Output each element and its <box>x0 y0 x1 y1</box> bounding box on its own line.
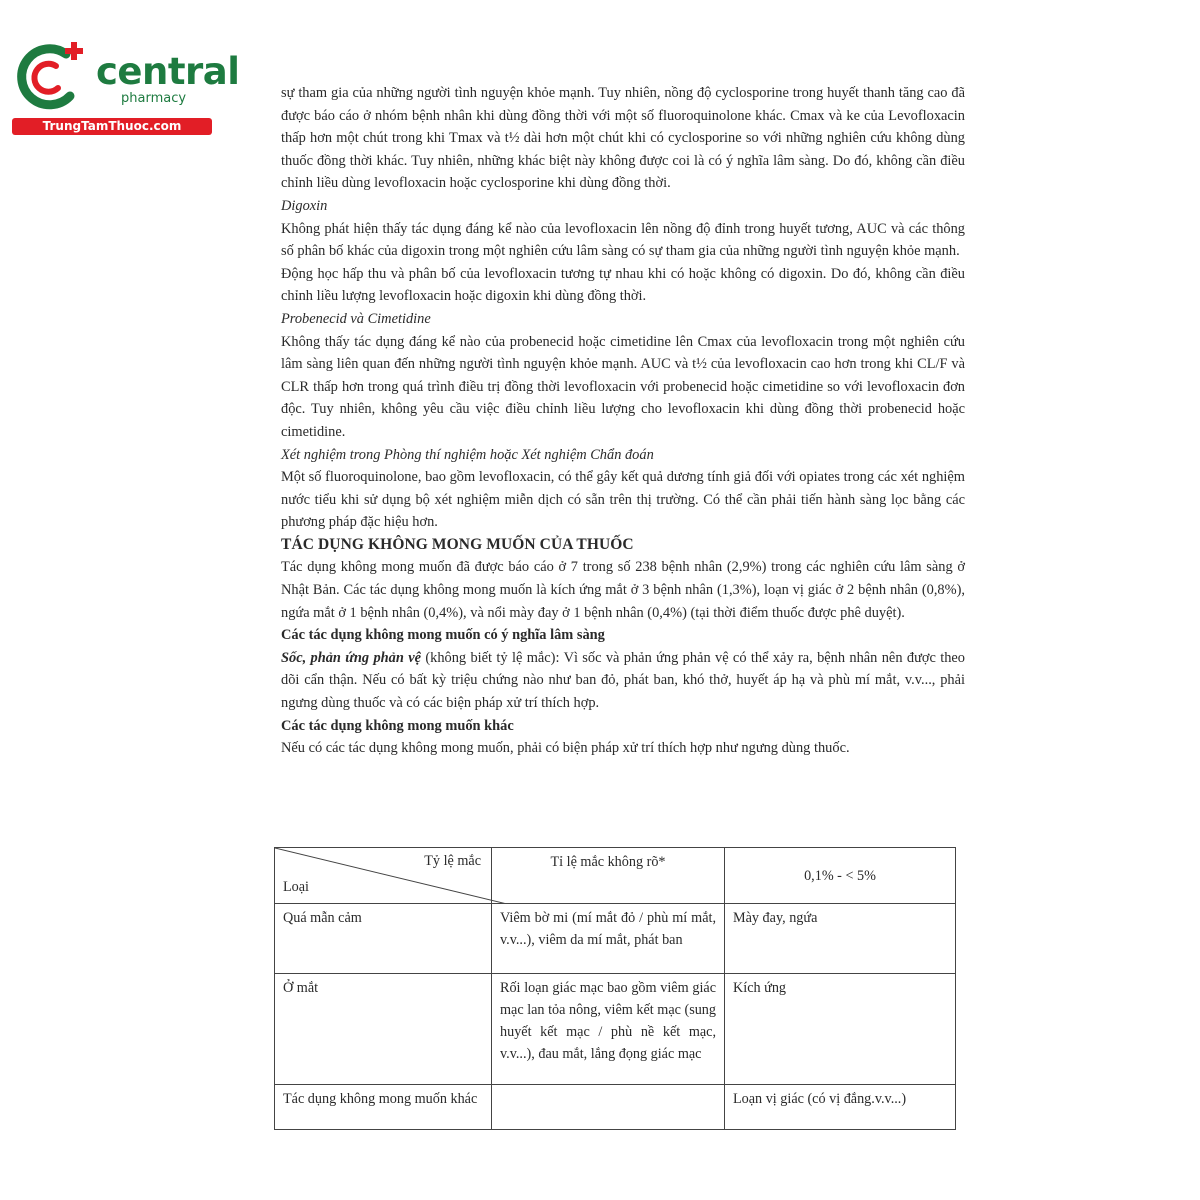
row-unknown: Viêm bờ mi (mí mắt đỏ / phù mí mắt, v.v...), viêm da mí mắt, phát ban <box>492 904 725 974</box>
table-row <box>275 1085 956 1130</box>
heading-clinical-effects: Các tác dụng không mong muốn có ý nghĩa lâm sàng <box>281 627 605 644</box>
row-type: Ở mắt <box>275 974 492 1085</box>
table-row <box>275 974 956 1085</box>
brand-logo <box>8 38 240 138</box>
paragraph-digoxin-1: Không phát hiện thấy tác dụng đáng kể nào của levofloxacin lên nồng độ đỉnh trong huyết tương, AUC và các thông số phân bố khác của digoxin trong một nghiên cứu lâm sàng có sự tham gia của những người tình nguyện khỏe mạnh. <box>281 220 965 260</box>
row-range: Mày đay, ngứa <box>725 904 956 974</box>
logo-site-banner: TrungTamThuoc.com <box>12 118 212 135</box>
shock-label: Sốc, phản ứng phản vệ <box>281 649 421 666</box>
corner-label-rate: Tỷ lệ mắc <box>424 853 481 869</box>
heading-adverse-effects: TÁC DỤNG KHÔNG MONG MUỐN CỦA THUỐC <box>281 535 634 553</box>
table-corner-cell <box>275 848 492 904</box>
logo-brand-text: central <box>96 50 240 93</box>
row-type: Tác dụng không mong muốn khác <box>275 1085 492 1130</box>
row-range: Loạn vị giác (có vị đắng.v.v...) <box>725 1085 956 1130</box>
row-unknown <box>492 1085 725 1130</box>
paragraph-shock <box>281 647 965 715</box>
paragraph-other-effects: Nếu có các tác dụng không mong muốn, phải có biện pháp xử trí thích hợp như ngưng dùng thuốc. <box>281 740 850 757</box>
header-unknown-rate: Tỉ lệ mắc không rõ* <box>492 848 725 904</box>
table-header-row <box>275 848 956 904</box>
central-pharmacy-logo-icon <box>8 38 98 118</box>
table-row <box>275 904 956 974</box>
heading-probenecid: Probenecid và Cimetidine <box>281 310 431 327</box>
shock-text: (không biết tỷ lệ mắc): Vì sốc và phản ứng phản vệ có thể xảy ra, bệnh nhân nên được theo dõi cẩn thận. Nếu có bất kỳ triệu chứng nào như ban đỏ, phát ban, khó thở, huyết áp hạ và phù mí mắt, v.v..., phải ngưng dùng thuốc và có các biện pháp xử trí thích hợp. <box>281 649 965 712</box>
document-body <box>281 82 965 760</box>
paragraph-lab-tests: Một số fluoroquinolone, bao gồm levofloxacin, có thể gây kết quả dương tính giả đối với opiates trong các xét nghiệm nước tiểu khi sử dụng bộ xét nghiệm miễn dịch có sẵn trên thị trường. Có thể cần phải tiến hành sàng lọc bằng các phương pháp đặc hiệu hơn. <box>281 469 965 531</box>
paragraph-digoxin-2: Động học hấp thu và phân bố của levofloxacin tương tự nhau khi có hoặc không có digoxin. Do đó, không cần điều chỉnh liều lượng levofloxacin hoặc digoxin khi dùng đồng thời. <box>281 265 965 305</box>
row-range: Kích ứng <box>725 974 956 1085</box>
heading-other-effects: Các tác dụng không mong muốn khác <box>281 717 514 734</box>
paragraph-probenecid: Không thấy tác dụng đáng kể nào của probenecid hoặc cimetidine lên Cmax của levofloxacin trong một nghiên cứu lâm sàng liên quan đến những người tình nguyện khỏe mạnh. AUC và t½ của levofloxacin cao hơn trong khi CL/F và CLR thấp hơn trong quá trình điều trị đồng thời levofloxacin với probenecid hoặc cimetidine so với levofloxacin đơn độc. Tuy nhiên, không yêu cầu việc điều chỉnh liều lượng cho levofloxacin khi dùng đồng thời probenecid hoặc cimetidine. <box>281 333 965 440</box>
row-unknown: Rối loạn giác mạc bao gồm viêm giác mạc lan tỏa nông, viêm kết mạc (sung huyết kết mạc / phù nề kết mạc, v.v...), đau mắt, lắng đọng giác mạc <box>492 974 725 1085</box>
header-rate-range: 0,1% - < 5% <box>725 848 956 904</box>
heading-digoxin: Digoxin <box>281 197 328 214</box>
heading-lab-tests: Xét nghiệm trong Phòng thí nghiệm hoặc Xét nghiệm Chẩn đoán <box>281 446 654 463</box>
adverse-effects-table <box>274 847 956 1130</box>
row-type: Quá mẫn cảm <box>275 904 492 974</box>
corner-label-type: Loại <box>283 879 309 895</box>
logo-sub-text: pharmacy <box>121 91 187 106</box>
paragraph-adverse-effects: Tác dụng không mong muốn đã được báo cáo ở 7 trong số 238 bệnh nhân (2,9%) trong các nghiên cứu lâm sàng ở Nhật Bản. Các tác dụng không mong muốn là kích ứng mắt ở 3 bệnh nhân (1,3%), loạn vị giác ở 2 bệnh nhân (0,8%), ngứa mắt ở 1 bệnh nhân (0,4%), và nổi mày đay ở 1 bệnh nhân (0,4%) (tại thời điểm thuốc được phê duyệt). <box>281 559 965 621</box>
paragraph-cyclosporine: sự tham gia của những người tình nguyện khỏe mạnh. Tuy nhiên, nồng độ cyclosporine trong huyết thanh tăng cao đã được báo cáo ở nhóm bệnh nhân khi dùng đồng thời với một số fluoroquinolone khác. Cmax và ke của Levofloxacin thấp hơn một chút trong khi Tmax và t½ dài hơn một chút khi có cyclosporine so với những nghiên cứu không dùng thuốc đồng thời khác. Tuy nhiên, những khác biệt này không được coi là có ý nghĩa lâm sàng. Do đó, không cần điều chỉnh liều dùng levofloxacin hoặc cyclosporine khi dùng đồng thời. <box>281 85 965 192</box>
